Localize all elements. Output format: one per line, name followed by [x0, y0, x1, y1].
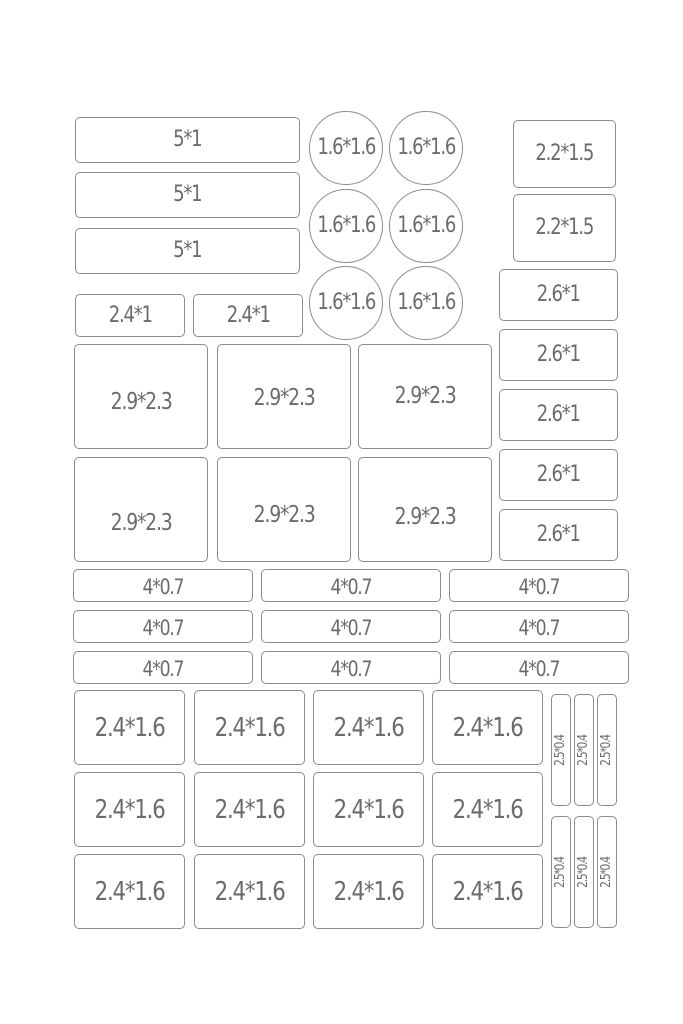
sticker-size-label: 2.4*1.6	[214, 794, 285, 825]
sticker-size-label: 2.9*2.3	[110, 389, 172, 415]
label-sticker	[194, 690, 305, 765]
label-sticker	[513, 194, 616, 262]
label-sticker	[75, 117, 300, 163]
sticker-size-label: 2.5*0.4	[553, 734, 569, 766]
sticker-size-label: 2.6*1	[536, 282, 581, 307]
label-sticker	[194, 854, 305, 929]
label-sticker	[75, 228, 300, 274]
sticker-size-label: 2.4*1.6	[94, 794, 165, 825]
vertical-sticker	[597, 694, 617, 806]
vertical-sticker	[574, 694, 594, 806]
sticker-size-label: 2.9*2.3	[110, 510, 172, 536]
vertical-sticker	[574, 816, 594, 928]
sticker-size-label: 4*0.7	[330, 616, 372, 640]
vertical-sticker	[551, 694, 571, 806]
sticker-size-label: 2.4*1.6	[333, 876, 404, 907]
label-sticker	[217, 457, 351, 562]
sticker-size-label: 2.5*0.4	[576, 856, 592, 888]
label-sticker	[217, 344, 351, 449]
label-sticker	[432, 690, 543, 765]
label-sticker	[513, 120, 616, 188]
sticker-size-label: 2.6*1	[536, 342, 581, 367]
round-sticker	[389, 189, 463, 263]
label-sticker	[73, 610, 253, 643]
sticker-size-label: 1.6*1.6	[397, 135, 455, 160]
sticker-size-label: 2.9*2.3	[253, 385, 315, 411]
sticker-size-label: 5*1	[173, 182, 202, 207]
sticker-size-label: 2.4*1.6	[452, 876, 523, 907]
label-sticker	[499, 329, 618, 381]
sticker-size-label: 4*0.7	[518, 616, 560, 640]
sticker-size-label: 5*1	[173, 127, 202, 152]
label-sticker	[73, 569, 253, 602]
label-sticker	[499, 389, 618, 441]
sticker-size-label: 1.6*1.6	[317, 213, 375, 238]
label-sticker	[499, 449, 618, 501]
round-sticker	[389, 266, 463, 340]
label-sticker	[432, 772, 543, 847]
label-sticker	[75, 294, 185, 337]
label-sticker	[74, 854, 185, 929]
label-sticker	[73, 651, 253, 684]
sticker-size-label: 2.4*1.6	[214, 712, 285, 743]
label-sticker	[449, 651, 629, 684]
sticker-size-label: 5*1	[173, 238, 202, 263]
sticker-size-label: 2.9*2.3	[394, 504, 456, 530]
label-sticker	[313, 772, 424, 847]
sticker-size-label: 4*0.7	[518, 657, 560, 681]
sticker-size-label: 2.4*1.6	[452, 712, 523, 743]
sticker-size-label: 4*0.7	[142, 575, 184, 599]
sticker-size-label: 2.9*2.3	[394, 383, 456, 409]
sticker-size-label: 2.6*1	[536, 522, 581, 547]
sticker-size-label: 2.4*1.6	[452, 794, 523, 825]
sticker-size-label: 2.5*0.4	[599, 734, 615, 766]
sticker-size-label: 2.4*1	[226, 302, 270, 328]
sticker-size-label: 1.6*1.6	[317, 290, 375, 315]
round-sticker	[309, 266, 383, 340]
sticker-size-label: 2.5*0.4	[576, 734, 592, 766]
sticker-size-label: 2.4*1.6	[333, 712, 404, 743]
vertical-sticker	[597, 816, 617, 928]
label-sticker	[358, 344, 492, 449]
label-sticker	[499, 509, 618, 561]
sticker-size-label: 2.5*0.4	[599, 856, 615, 888]
sticker-size-label: 4*0.7	[142, 616, 184, 640]
sticker-size-label: 4*0.7	[142, 657, 184, 681]
label-sticker	[449, 569, 629, 602]
sticker-size-label: 4*0.7	[330, 657, 372, 681]
vertical-sticker	[551, 816, 571, 928]
label-sticker	[74, 457, 208, 562]
label-sticker	[449, 610, 629, 643]
sticker-size-label: 2.6*1	[536, 462, 581, 487]
round-sticker	[309, 111, 383, 185]
label-sticker	[74, 772, 185, 847]
label-sticker	[75, 172, 300, 218]
round-sticker	[309, 189, 383, 263]
sticker-size-label: 2.4*1	[108, 302, 152, 328]
sticker-size-label: 4*0.7	[518, 575, 560, 599]
label-sticker	[499, 269, 618, 321]
label-sticker	[193, 294, 303, 337]
sticker-size-label: 1.6*1.6	[317, 135, 375, 160]
sticker-size-label: 2.2*1.5	[535, 141, 594, 166]
sticker-size-label: 2.4*1.6	[214, 876, 285, 907]
label-sticker	[261, 651, 441, 684]
sticker-size-label: 4*0.7	[330, 575, 372, 599]
label-sticker	[313, 690, 424, 765]
sticker-size-label: 2.5*0.4	[553, 856, 569, 888]
label-sticker	[261, 569, 441, 602]
label-sticker	[74, 690, 185, 765]
label-sticker	[194, 772, 305, 847]
sticker-size-label: 2.4*1.6	[333, 794, 404, 825]
round-sticker	[389, 111, 463, 185]
sticker-size-label: 2.2*1.5	[535, 215, 594, 240]
label-sticker	[432, 854, 543, 929]
label-sticker	[74, 344, 208, 449]
label-sticker	[358, 457, 492, 562]
label-sticker	[261, 610, 441, 643]
sticker-size-label: 2.6*1	[536, 402, 581, 427]
sticker-size-label: 1.6*1.6	[397, 290, 455, 315]
sticker-size-label: 2.9*2.3	[253, 502, 315, 528]
label-sticker	[313, 854, 424, 929]
sticker-size-label: 2.4*1.6	[94, 876, 165, 907]
sticker-size-label: 1.6*1.6	[397, 213, 455, 238]
sticker-size-label: 2.4*1.6	[94, 712, 165, 743]
